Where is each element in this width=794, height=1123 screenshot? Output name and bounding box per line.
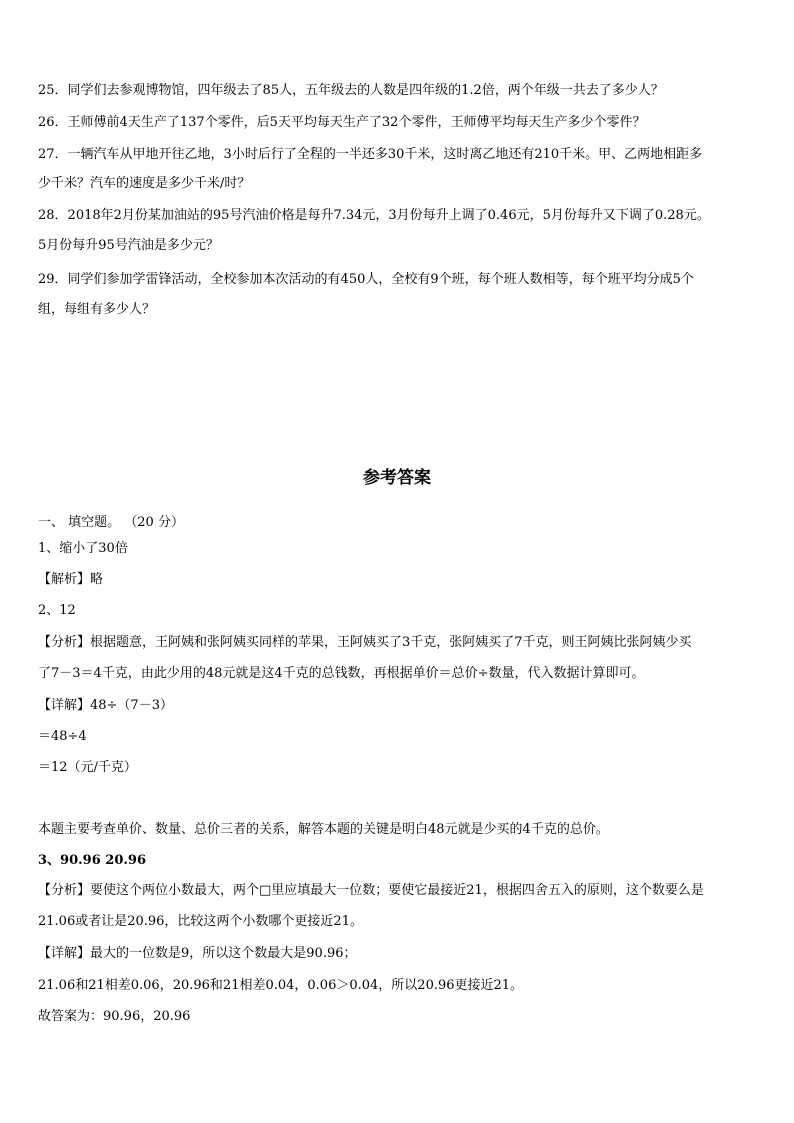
answer-3: 3、90.96 20.96 [38, 853, 146, 868]
answer-1: 1、缩小了30倍 [38, 541, 128, 556]
answer-3-detail-line-2: 21.06和21相差0.06，20.96和21相差0.04，0.06＞0.04，所以20.96更接近21。 [38, 978, 524, 993]
section-heading: 一、 填空题。 （20 分） [38, 515, 184, 530]
answer-3-final: 故答案为：90.96，20.96 [38, 1009, 191, 1024]
question-26: 26．王师傅前4天生产了137个零件，后5天平均每天生产了32个零件，王师傅平均每天生产多少个零件？ [38, 115, 646, 130]
question-28-line-2: 5月份每升95号汽油是多少元？ [38, 238, 219, 253]
answer-2-analysis-line-2: 了7－3＝4千克，由此少用的48元就是这4千克的总钱数，再根据单价＝总价÷数量，代入数据计算即可。 [38, 666, 645, 681]
question-29-line-1: 29．同学们参加学雷锋活动，全校参加本次活动的有450人，全校有9个班，每个班人数相等，每个班平均分成5个 [38, 272, 694, 287]
answer-2-analysis-line-1: 【分析】根据题意，王阿姨和张阿姨买同样的苹果，王阿姨买了3千克，张阿姨买了7千克，则王阿姨比张阿姨少买 [38, 635, 692, 650]
answers-title: 参考答案 [363, 468, 431, 488]
answer-3-detail-line-1: 【详解】最大的一位数是9，所以这个数最大是90.96； [38, 946, 357, 961]
question-28-line-1: 28．2018年2月份某加油站的95号汽油价格是每升7.34元，3月份每升上调了0.46元，5月份每升又下调了0.28元。 [38, 208, 710, 223]
question-27-line-1: 27．一辆汽车从甲地开往乙地，3小时后行了全程的一半还多30千米，这时离乙地还有210千米。甲、乙两地相距多 [38, 147, 703, 162]
question-25: 25．同学们去参观博物馆，四年级去了85人，五年级去的人数是四年级的1.2倍，两个年级一共去了多少人？ [38, 83, 664, 98]
answer-3-analysis-line-1: 【分析】要使这个两位小数最大，两个□里应填最大一位数；要使它最接近21，根据四舍五入的原则，这个数要么是 [38, 883, 704, 898]
answer-1-analysis: 【解析】略 [38, 572, 104, 587]
answer-2-detail-line-3: ＝12（元/千克） [38, 760, 137, 775]
answer-3-analysis-line-2: 21.06或者让是20.96，比较这两个小数哪个更接近21。 [38, 914, 363, 929]
answer-2-detail-line-1: 【详解】48÷（7－3） [38, 698, 173, 713]
answer-2: 2、12 [38, 603, 76, 618]
question-27-line-2: 少千米？汽车的速度是多少千米/时？ [38, 176, 251, 191]
answer-2-summary: 本题主要考查单价、数量、总价三者的关系，解答本题的关键是明白48元就是少买的4千克的总价。 [38, 822, 609, 837]
answer-2-detail-line-2: ＝48÷4 [38, 729, 87, 744]
question-29-line-2: 组，每组有多少人？ [38, 302, 156, 317]
